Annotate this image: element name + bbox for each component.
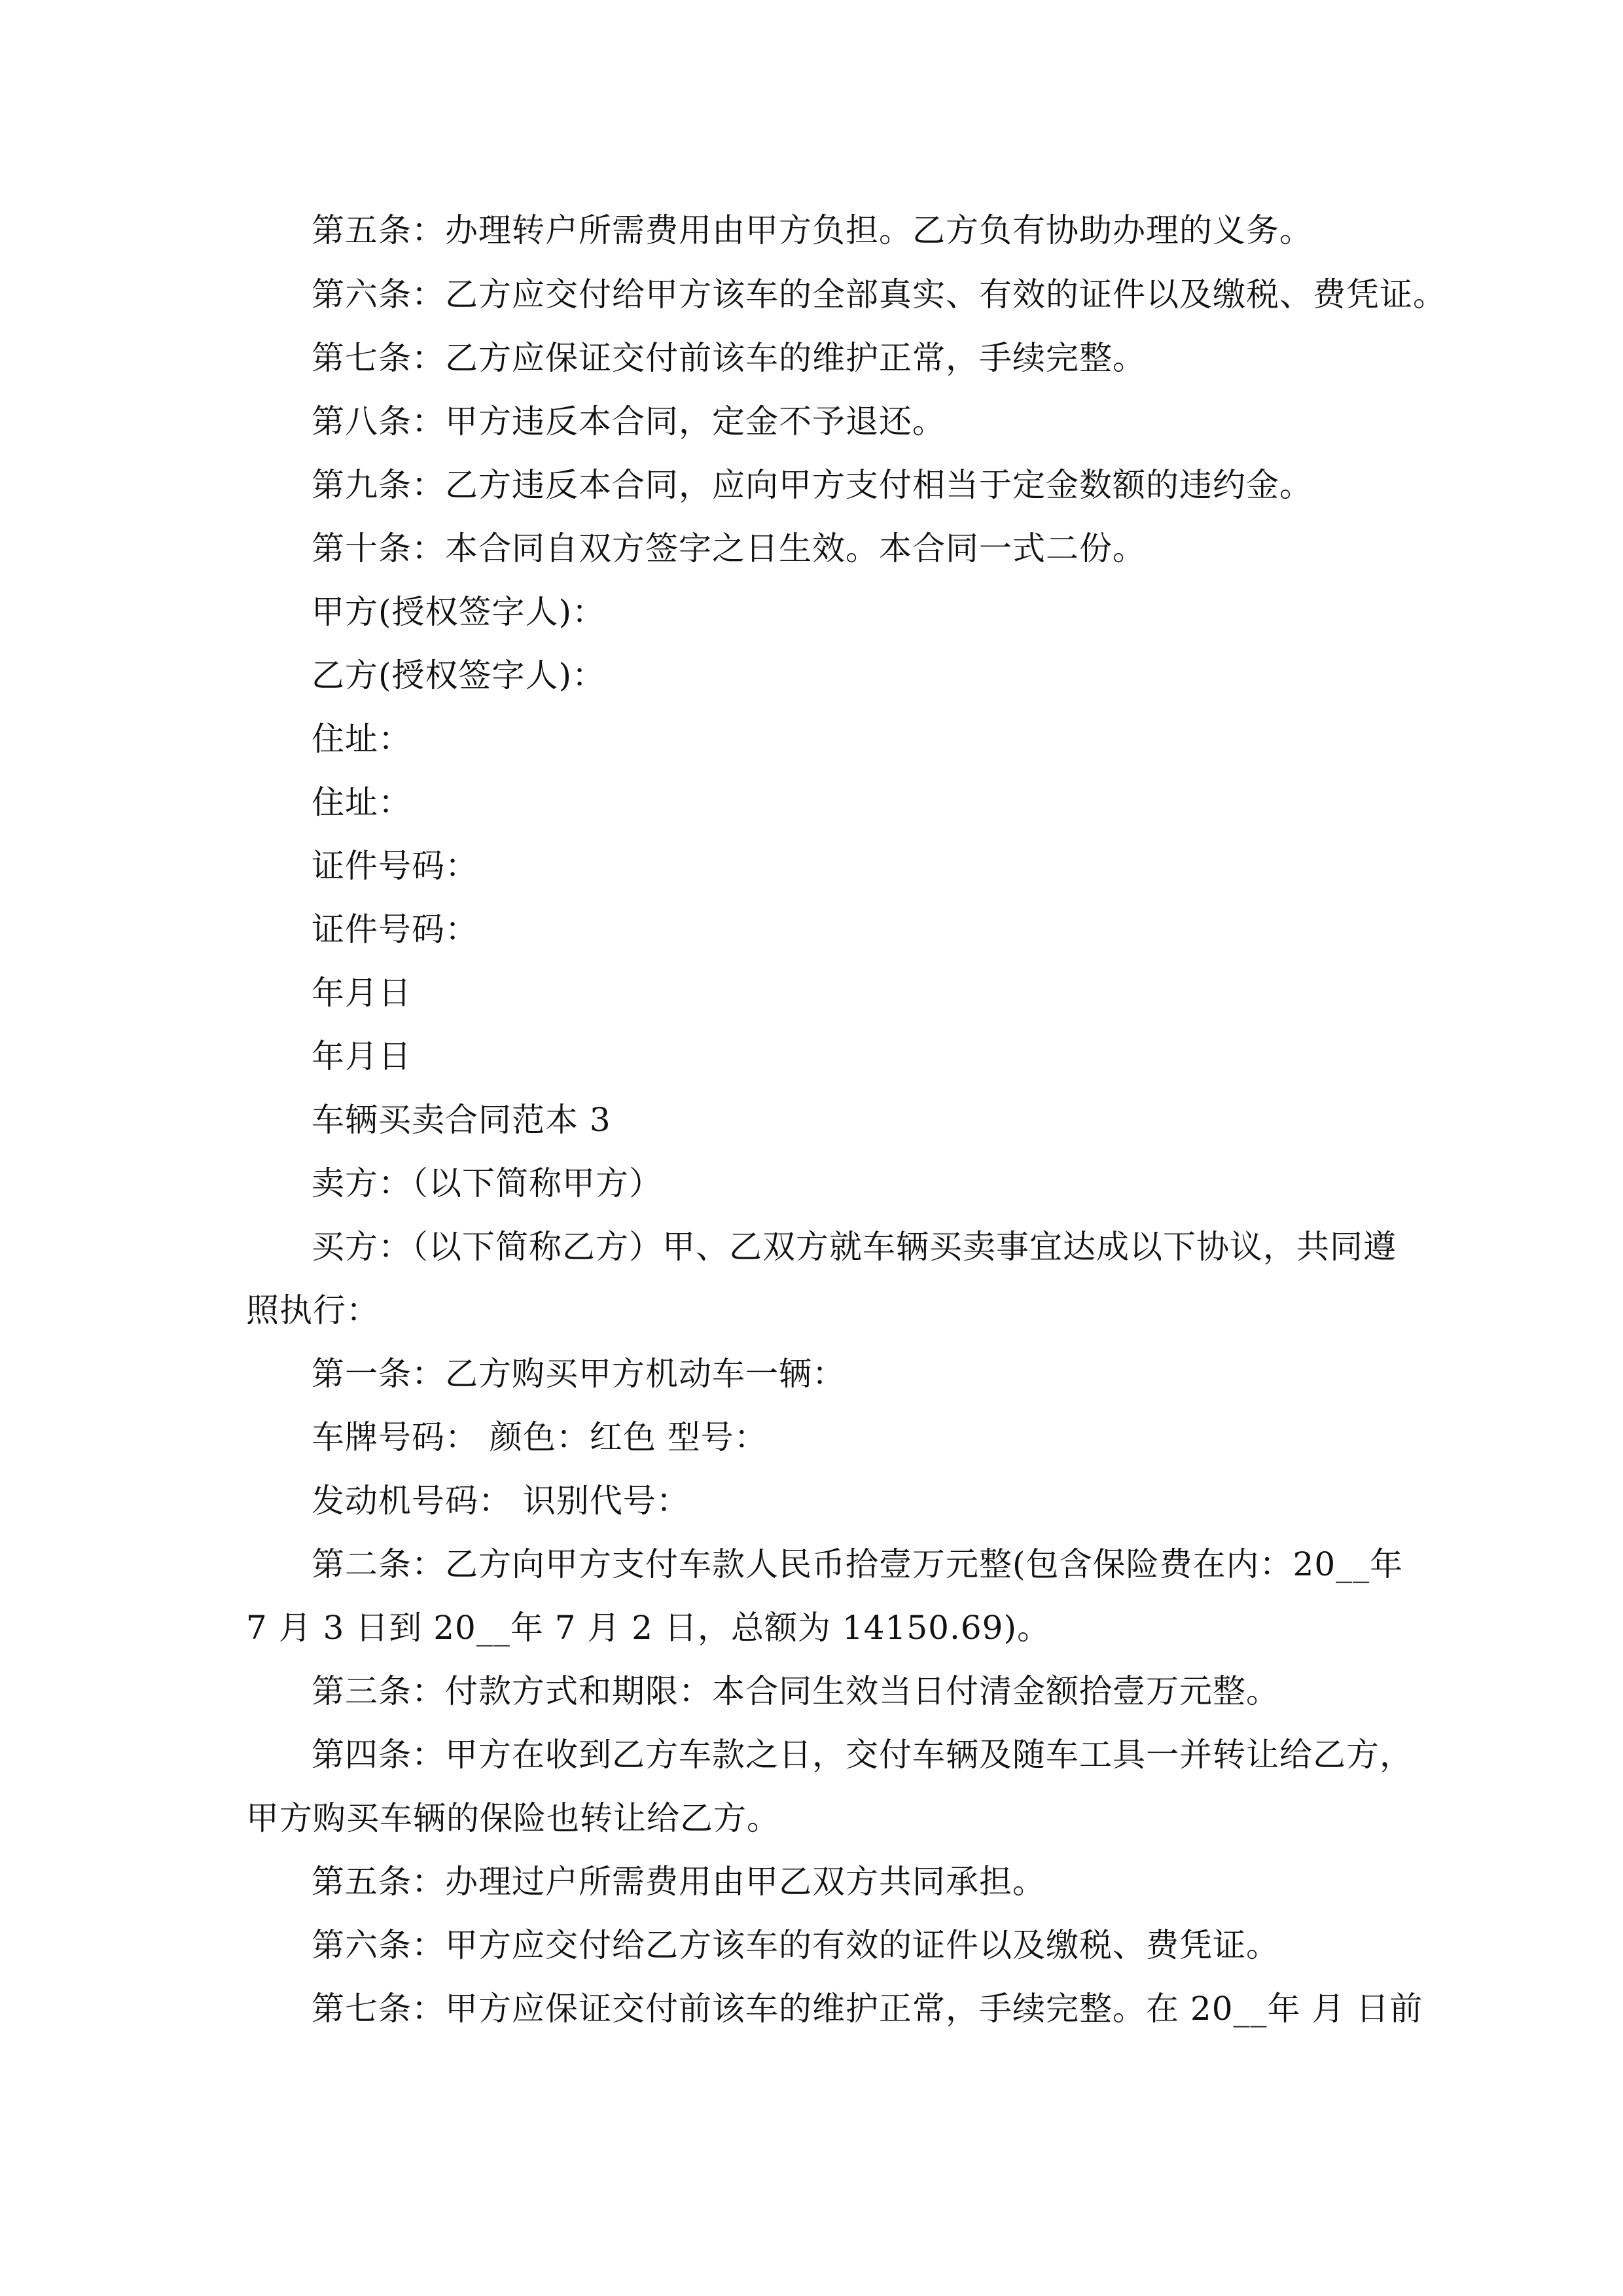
section-title: 车辆买卖合同范本 3 — [312, 1101, 611, 1139]
address-label: 住址： — [312, 783, 412, 821]
buyer-line: 买方：（以下简称乙方）甲、乙双方就车辆买卖事宜达成以下协议，共同遵 — [312, 1228, 1397, 1266]
clause-7-maintenance: 第七条：乙方应保证交付前该车的维护正常，手续完整。 — [312, 339, 1146, 377]
engine-details: 发动机号码： 识别代号： — [312, 1482, 690, 1520]
clause-1-purchase: 第一条：乙方购买甲方机动车一辆： — [312, 1355, 846, 1393]
clause-7-maintenance-date: 第七条：甲方应保证交付前该车的维护正常，手续完整。在 20__年 月 日前 — [312, 1990, 1423, 2028]
party-a-signatory: 甲方(授权签字人)： — [312, 593, 606, 631]
clause-8-deposit: 第八条：甲方违反本合同，定金不予退还。 — [312, 403, 946, 440]
clause-4-delivery: 第四条：甲方在收到乙方车款之日，交付车辆及随车工具一并转让给乙方， — [312, 1736, 1413, 1774]
id-number-label: 证件号码： — [312, 910, 478, 948]
id-number-label: 证件号码： — [312, 847, 478, 885]
party-b-signatory: 乙方(授权签字人)： — [312, 656, 606, 694]
clause-5-transfer-costs: 第五条：办理过户所需费用由甲乙双方共同承担。 — [312, 1863, 1046, 1901]
vehicle-details: 车牌号码： 颜色：红色 型号： — [312, 1418, 768, 1456]
seller-line: 卖方：（以下简称甲方） — [312, 1164, 662, 1202]
clause-5-transfer-fees: 第五条：办理转户所需费用由甲方负担。乙方负有协助办理的义务。 — [312, 211, 1313, 249]
clause-2-continued: 7 月 3 日到 20__年 7 月 2 日，总额为 14150.69)。 — [246, 1609, 1050, 1647]
clause-3-payment-terms: 第三条：付款方式和期限：本合同生效当日付清金额拾壹万元整。 — [312, 1672, 1279, 1710]
date-label: 年月日 — [312, 1037, 412, 1075]
buyer-line-continued: 照执行： — [246, 1291, 380, 1329]
date-label: 年月日 — [312, 974, 412, 1012]
clause-4-continued: 甲方购买车辆的保险也转让给乙方。 — [246, 1799, 780, 1837]
clause-2-payment: 第二条：乙方向甲方支付车款人民币拾壹万元整(包含保险费在内：20__年 — [312, 1545, 1404, 1583]
clause-10-effective: 第十条：本合同自双方签字之日生效。本合同一式二份。 — [312, 529, 1146, 567]
clause-9-penalty: 第九条：乙方违反本合同，应向甲方支付相当于定金数额的违约金。 — [312, 466, 1313, 504]
clause-6-certificates: 第六条：乙方应交付给甲方该车的全部真实、有效的证件以及缴税、费凭证。 — [312, 276, 1446, 314]
clause-6-documents: 第六条：甲方应交付给乙方该车的有效的证件以及缴税、费凭证。 — [312, 1926, 1279, 1964]
address-label: 住址： — [312, 720, 412, 758]
